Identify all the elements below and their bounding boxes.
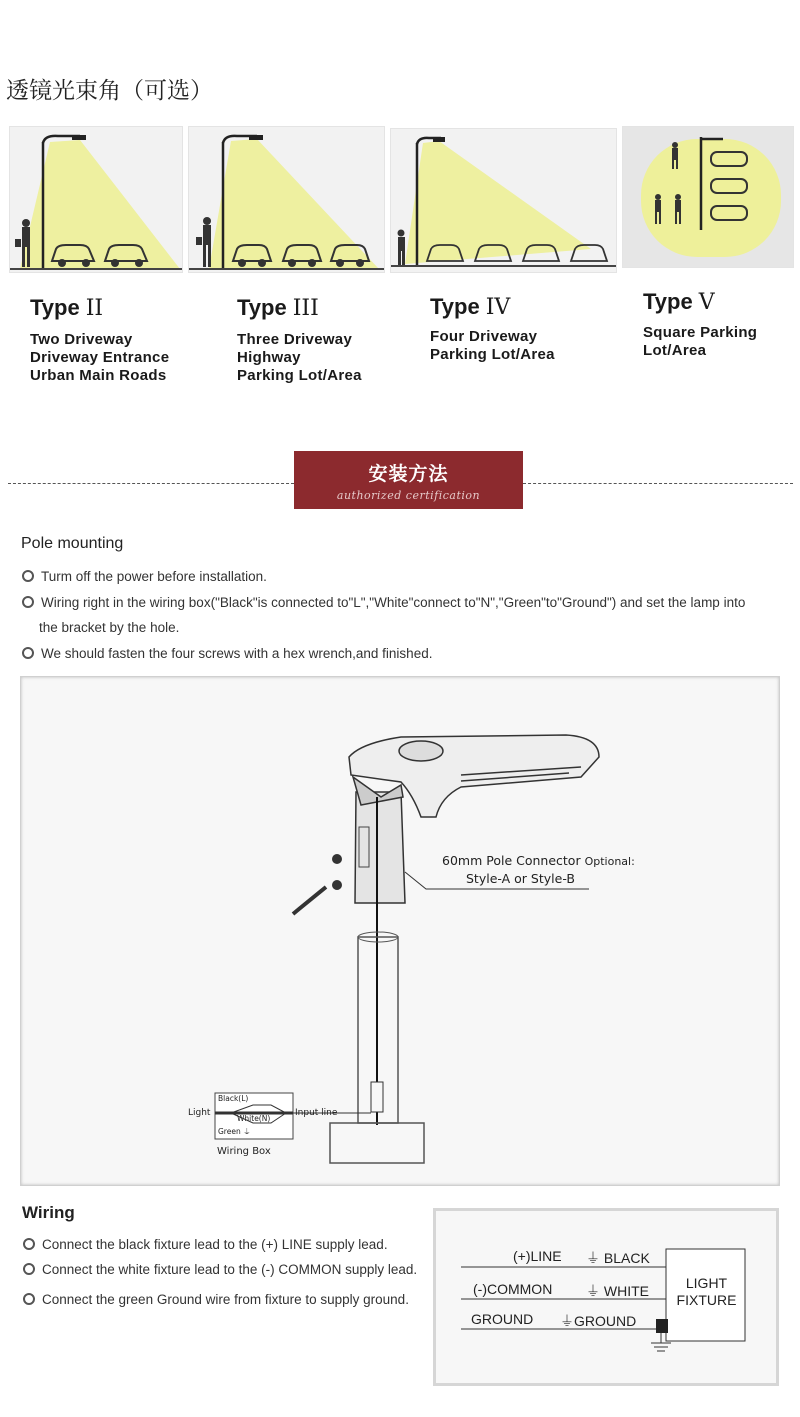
- wiring-step: Connect the black fixture lead to the (+) LINE supply lead.: [23, 1237, 388, 1252]
- wb-input-label: Input line: [295, 1108, 338, 1118]
- line-supply-label: (+)LINE: [513, 1248, 562, 1264]
- type-v-line: Square Parking: [643, 324, 758, 341]
- section-banner: [294, 451, 523, 509]
- type-iv-roman: IV: [485, 295, 511, 320]
- bullet-icon: [22, 570, 34, 582]
- type-v-line: Lot/Area: [643, 342, 707, 359]
- type-iii-roman: III: [292, 296, 319, 321]
- connector-label: 60mm Pole Connector Optional:: [442, 853, 635, 868]
- bullet-icon: [23, 1293, 35, 1305]
- type-iv-line: Four Driveway: [430, 328, 538, 345]
- wiring-title: Wiring: [22, 1203, 75, 1222]
- type-v-illustration: [622, 126, 794, 268]
- type-v-roman: V: [698, 290, 715, 315]
- type-iv-block: [430, 294, 555, 364]
- ground-supply-label: GROUND: [471, 1311, 534, 1327]
- type-iii-illustration: [188, 126, 385, 273]
- bullet-icon: [22, 647, 34, 659]
- installation-diagram: [20, 676, 780, 1186]
- white-lead-label: ⏚ WHITE: [586, 1283, 649, 1299]
- mounting-step: We should fasten the four screws with a hex wrench,and finished.: [22, 646, 432, 661]
- common-supply-label: (-)COMMON: [473, 1281, 553, 1297]
- type-ii-line: Urban Main Roads: [30, 367, 167, 384]
- wiring-diagram: [433, 1208, 779, 1386]
- banner-subtitle: authorized certification: [336, 489, 481, 502]
- wb-light-label: Light: [188, 1108, 211, 1118]
- mounting-step-cont: the bracket by the hole.: [39, 620, 180, 635]
- wiring-box-caption: Wiring Box: [217, 1146, 271, 1157]
- type-ii-name: Type: [30, 295, 80, 320]
- type-iii-name: Type: [237, 295, 287, 320]
- bullet-icon: [23, 1263, 35, 1275]
- type-ii-block: [30, 295, 169, 385]
- bullet-icon: [23, 1238, 35, 1250]
- bullet-icon: [22, 596, 34, 608]
- type-iii-line: Highway: [237, 349, 301, 366]
- type-v-block: [643, 289, 757, 360]
- wiring-step: Connect the green Ground wire from fixture to supply ground.: [23, 1292, 409, 1307]
- type-v-name: Type: [643, 289, 693, 314]
- mounting-step: Wiring right in the wiring box("Black"is connected to"L","White"connect to"N","Green"to"Ground") and set the lamp into: [22, 595, 745, 610]
- type-iii-line: Parking Lot/Area: [237, 367, 362, 384]
- ground-lead-label: ⏚GROUND: [560, 1313, 637, 1329]
- wiring-step: Connect the white fixture lead to the (-) COMMON supply lead.: [23, 1262, 417, 1277]
- type-ii-line: Two Driveway: [30, 331, 133, 348]
- type-iv-illustration: [390, 128, 617, 273]
- type-iv-name: Type: [430, 294, 480, 319]
- mounting-step: Turm off the power before installation.: [22, 569, 267, 584]
- light-fixture-label: LIGHT FIXTURE: [676, 1275, 737, 1308]
- type-ii-illustration: [9, 126, 183, 273]
- connector-style-label: Style-A or Style-B: [466, 871, 575, 886]
- wb-green-label: Green ⏚: [218, 1127, 251, 1136]
- banner-title: 安装方法: [368, 463, 449, 485]
- type-ii-line: Driveway Entrance: [30, 349, 170, 366]
- black-lead-label: ⏚ BLACK: [586, 1250, 650, 1266]
- type-ii-roman: II: [85, 296, 104, 321]
- wb-white-label: White(N): [237, 1114, 271, 1123]
- type-iv-line: Parking Lot/Area: [430, 346, 555, 363]
- type-iii-line: Three Driveway: [237, 331, 353, 348]
- type-iii-block: [237, 295, 362, 385]
- page-title: 透镜光束角（可选）: [6, 78, 213, 104]
- divider-right: [523, 483, 793, 484]
- pole-mounting-title: Pole mounting: [21, 535, 124, 552]
- divider-left: [8, 483, 294, 484]
- wb-black-label: Black(L): [218, 1094, 249, 1103]
